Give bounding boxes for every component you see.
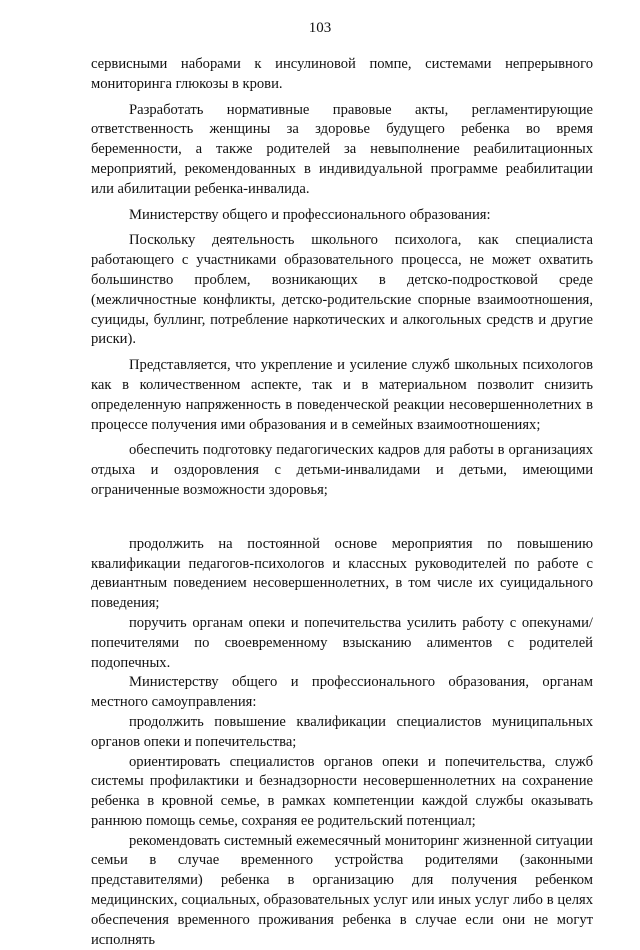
paragraph: продолжить повышение квалификации специалистов муниципальных органов опеки и попечительства; <box>91 713 593 750</box>
paragraph: Разработать нормативные правовые акты, регламентирующие ответственность женщины за здоровье будущего ребенка во время беременности, а также родителей за невыполнение реабилитационных мероприятий, рекомендованных в индивидуальной программе реабилитации или абилитации ребенка-инвалида. <box>91 101 593 197</box>
paragraph: Министерству общего и профессионального образования, органам местного самоуправления: <box>91 674 593 711</box>
paragraph: ориентировать специалистов органов опеки и попечительства, служб системы профилактики и безнадзорности несовершеннолетних на сохранение ребенка в кровной семье, в рамках компетенции каждой службы оказывать раннюю помощь семье, сохраняя ее родительский потенциал; <box>91 753 593 829</box>
paragraph: поручить органам опеки и попечительства усилить работу с опекунами/попечителями по своевременному взысканию алиментов с родителей подопечных. <box>91 614 593 671</box>
paragraph: Поскольку деятельность школьного психолога, как специалиста работающего с участниками образовательного процесса, не может охватить большинство проблем, возникающих в детско-подростковой среде (межличностные конфликты, детско-родительские спорные взаимоотношения, суициды, буллинг, потребление наркотических и алкогольных средств и другие риски). <box>91 232 593 348</box>
paragraph: обеспечить подготовку педагогических кадров для работы в организациях отдыха и оздоровления с детьми-инвалидами и детьми, имеющими ограниченные возможности здоровья; <box>91 442 593 498</box>
paragraph: сервисными наборами к инсулиновой помпе, системами непрерывного мониторинга глюкозы в крови. <box>91 56 593 92</box>
paragraph: продолжить на постоянной основе мероприятия по повышению квалификации педагогов-психологов и классных руководителей по работе с девиантным поведением несовершеннолетних, в том числе их суицидального поведения; <box>91 535 593 612</box>
page-number: 103 <box>308 20 332 36</box>
document-body <box>91 55 593 950</box>
paragraph: Представляется, что укрепление и усиление служб школьных психологов как в количественном аспекте, так и в материальном позволит снизить определенную напряженность в поведенческой реакции несовершеннолетних в процессе получения ими образования и в семейных взаимоотношениях; <box>91 357 593 433</box>
paragraph: рекомендовать системный ежемесячный мониторинг жизненной ситуации семьи в случае временного устройства родителями (законными представителями) ребенка в организацию для получения ребенком медицинских, социальных, образовательных услуг или иных услуг либо в целях обеспечения временного проживания ребенка в случае если они не могут исполнять <box>91 832 593 948</box>
paragraph: Министерству общего и профессионального образования: <box>129 206 491 223</box>
section-gap <box>91 501 593 535</box>
